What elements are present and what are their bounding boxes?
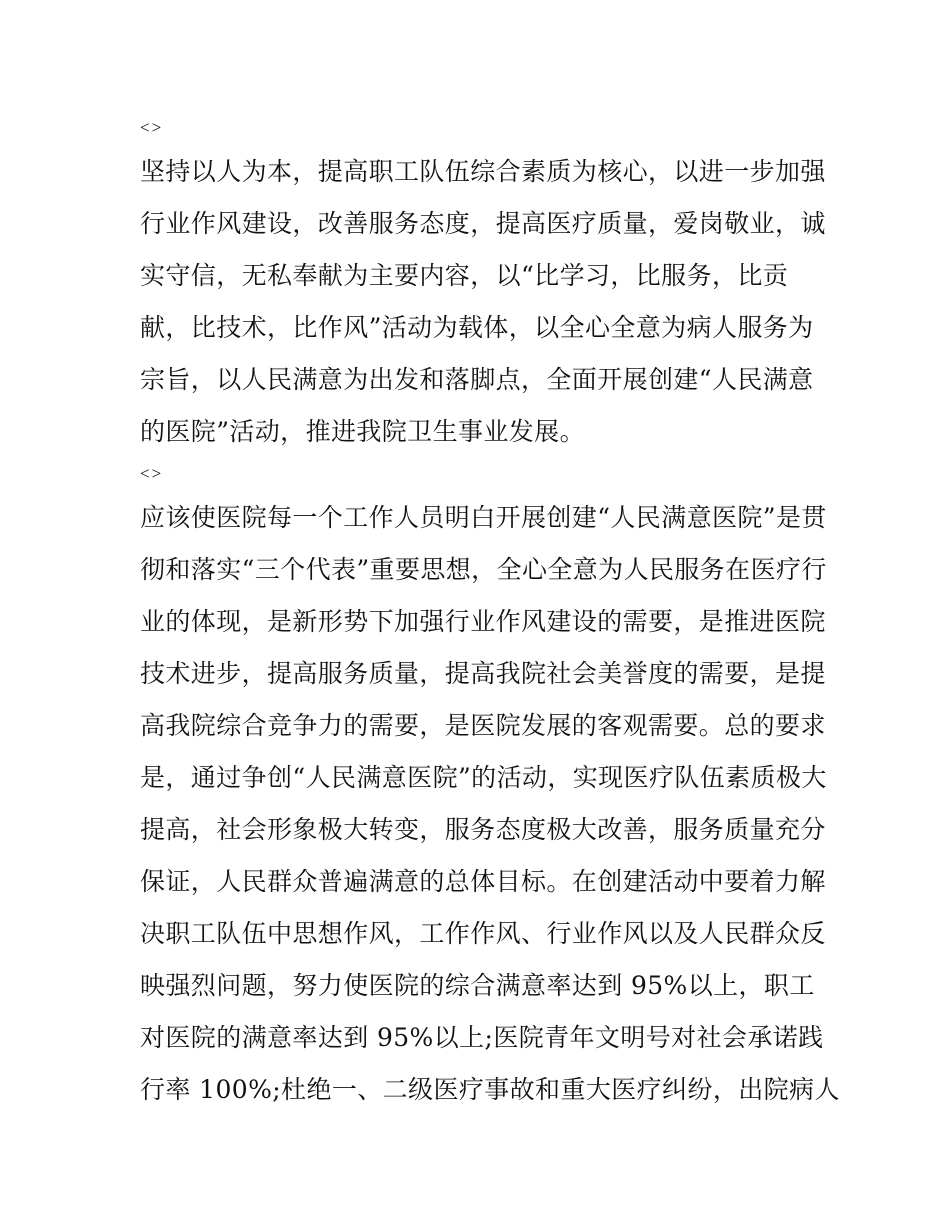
paragraph-line: 高我院综合竞争力的需要，是医院发展的客观需要。总的要求 — [140, 711, 826, 740]
paragraph-line: 技术进步，提高服务质量，提高我院社会美誉度的需要，是提 — [140, 659, 826, 688]
paragraph-line: 映强烈问题，努力使医院的综合满意率达到 95%以上，职工 — [140, 971, 815, 1000]
section-marker: <> — [140, 118, 164, 137]
paragraph-line: 行业作风建设，改善服务态度，提高医疗质量，爱岗敬业，诚 — [140, 209, 826, 238]
paragraph-line: 宗旨，以人民满意为出发和落脚点，全面开展创建“人民满意 — [140, 365, 814, 394]
paragraph-line: 是，通过争创“人民满意医院”的活动，实现医疗队伍素质极大 — [140, 763, 827, 792]
paragraph-line: 决职工队伍中思想作风，工作作风、行业作风以及人民群众反 — [140, 919, 826, 948]
paragraph-line: 献，比技术，比作风”活动为载体，以全心全意为病人服务为 — [140, 313, 814, 342]
paragraph-line: 行率 100%;杜绝一、二级医疗事故和重大医疗纠纷，出院病人 — [140, 1075, 840, 1104]
paragraph-line: 保证，人民群众普遍满意的总体目标。在创建活动中要着力解 — [140, 867, 826, 896]
paragraph-line: 应该使医院每一个工作人员明白开展创建“人民满意医院”是贯 — [140, 503, 827, 532]
paragraph-line: 彻和落实“三个代表”重要思想，全心全意为人民服务在医疗行 — [140, 555, 827, 584]
paragraph-line: 实守信，无私奉献为主要内容，以“比学习，比服务，比贡 — [140, 261, 789, 290]
paragraph-line: 对医院的满意率达到 95%以上;医院青年文明号对社会承诺践 — [140, 1023, 824, 1052]
section-marker: <> — [140, 464, 164, 483]
paragraph-line: 的医院”活动，推进我院卫生事业发展。 — [140, 417, 585, 446]
paragraph-line: 业的体现，是新形势下加强行业作风建设的需要，是推进医院 — [140, 607, 826, 636]
paragraph-line: 提高，社会形象极大转变，服务态度极大改善，服务质量充分 — [140, 815, 826, 844]
paragraph-line: 坚持以人为本，提高职工队伍综合素质为核心，以进一步加强 — [140, 157, 826, 186]
